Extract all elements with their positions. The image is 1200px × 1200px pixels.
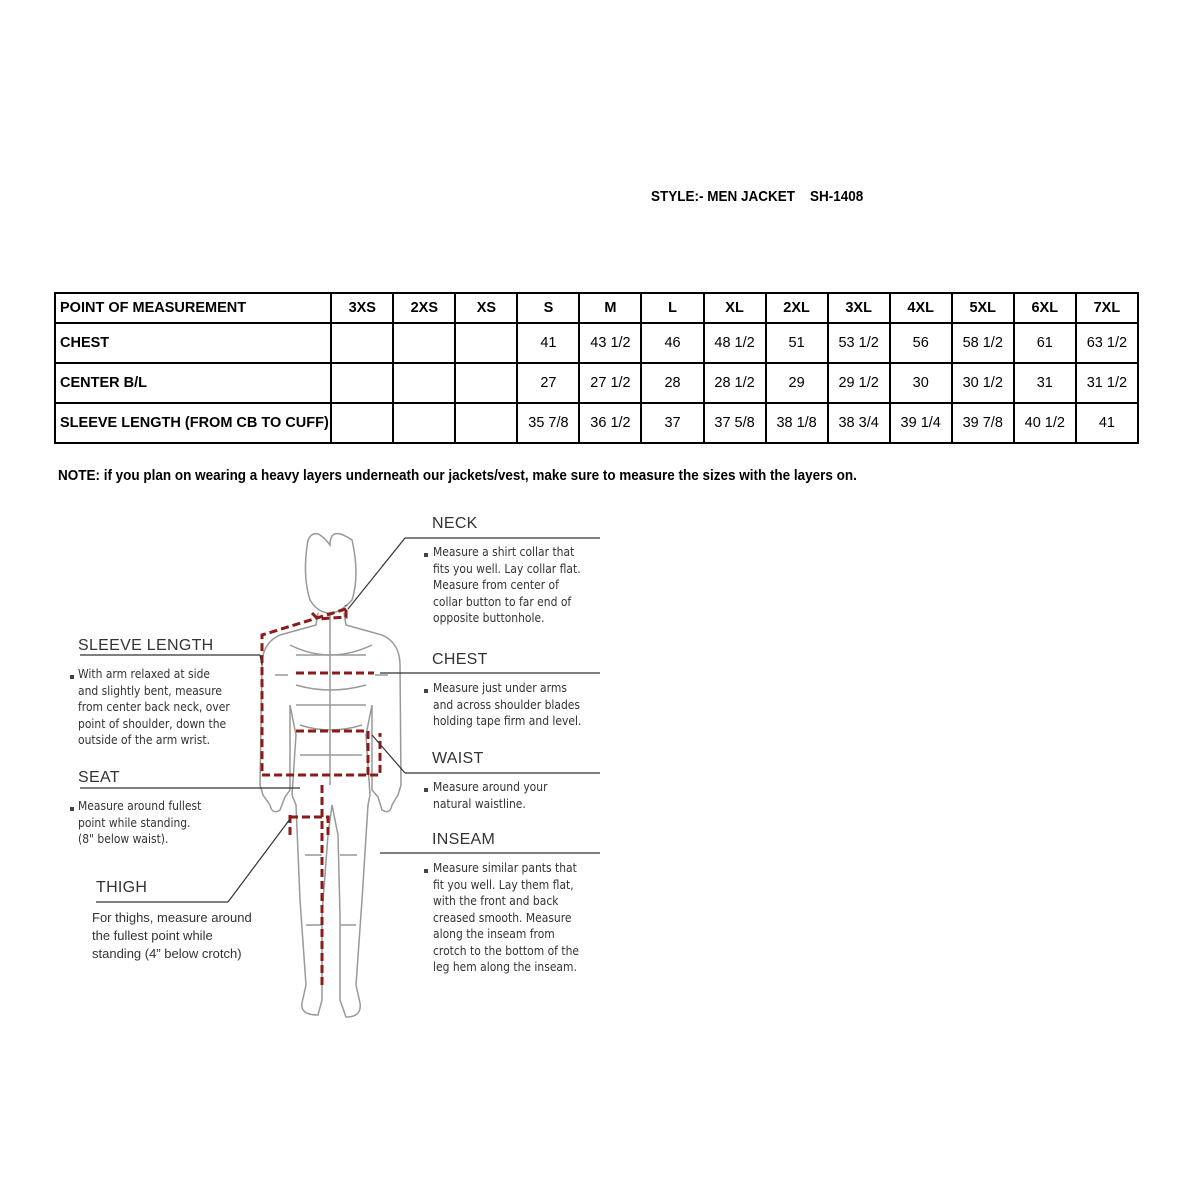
table-cell xyxy=(393,323,455,363)
table-cell xyxy=(331,403,393,443)
table-cell: 37 5/8 xyxy=(704,403,766,443)
row-label: CENTER B/L xyxy=(55,363,331,403)
waist-description: Measure around your natural waistline. xyxy=(433,779,548,811)
header-size-5xl: 5XL xyxy=(952,293,1014,323)
measurement-guide xyxy=(0,505,620,1045)
table-cell: 38 3/4 xyxy=(828,403,890,443)
table-cell: 48 1/2 xyxy=(704,323,766,363)
table-cell: 40 1/2 xyxy=(1014,403,1076,443)
row-label: CHEST xyxy=(55,323,331,363)
table-cell: 28 1/2 xyxy=(704,363,766,403)
table-cell: 30 xyxy=(890,363,952,403)
header-size-s: S xyxy=(517,293,579,323)
seat-description: Measure around fullest point while standing. (8" below waist). xyxy=(78,798,202,846)
table-cell: 28 xyxy=(641,363,703,403)
bullet-icon xyxy=(424,869,428,873)
table-cell: 38 1/8 xyxy=(766,403,828,443)
table-cell: 35 7/8 xyxy=(517,403,579,443)
header-size-m: M xyxy=(579,293,641,323)
table-cell: 56 xyxy=(890,323,952,363)
table-cell: 37 xyxy=(641,403,703,443)
bullet-icon xyxy=(424,689,428,693)
inseam-label: INSEAM xyxy=(432,831,496,848)
table-cell: 53 1/2 xyxy=(828,323,890,363)
table-cell: 27 1/2 xyxy=(579,363,641,403)
bullet-icon xyxy=(424,553,428,557)
measurement-lines xyxy=(262,605,380,985)
table-cell: 39 1/4 xyxy=(890,403,952,443)
header-size-2xl: 2XL xyxy=(766,293,828,323)
size-chart-table xyxy=(54,292,1139,444)
table-row xyxy=(55,403,1138,443)
table-cell: 27 xyxy=(517,363,579,403)
table-row xyxy=(55,323,1138,363)
table-cell: 29 xyxy=(766,363,828,403)
header-point-of-measurement: POINT OF MEASUREMENT xyxy=(55,293,331,323)
header-size-4xl: 4XL xyxy=(890,293,952,323)
table-header-row xyxy=(55,293,1138,323)
sleeve-length-description: With arm relaxed at side and slightly bent, measure from center back neck, over point of shoulder, down the outside of the arm wrist. xyxy=(78,666,230,747)
table-cell: 46 xyxy=(641,323,703,363)
table-row xyxy=(55,363,1138,403)
table-cell xyxy=(455,403,517,443)
header-size-7xl: 7XL xyxy=(1076,293,1138,323)
table-cell xyxy=(393,363,455,403)
table-cell xyxy=(331,363,393,403)
table-cell: 41 xyxy=(517,323,579,363)
table-cell: 41 xyxy=(1076,403,1138,443)
bullet-icon xyxy=(424,788,428,792)
bullet-icon xyxy=(70,675,74,679)
row-label: SLEEVE LENGTH (FROM CB TO CUFF) xyxy=(55,403,331,443)
seat-label: SEAT xyxy=(78,769,120,786)
table-cell: 43 1/2 xyxy=(579,323,641,363)
table-cell: 30 1/2 xyxy=(952,363,1014,403)
bullet-icon xyxy=(70,807,74,811)
table-cell: 36 1/2 xyxy=(579,403,641,443)
layering-note: NOTE: if you plan on wearing a heavy layers underneath our jackets/vest, make sure to measure the sizes with the layers on. xyxy=(58,468,857,484)
table-cell: 31 xyxy=(1014,363,1076,403)
neck-description: Measure a shirt collar that fits you well. Lay collar flat. Measure from center of collar button to far end of opposite buttonhole. xyxy=(433,544,581,625)
waist-label: WAIST xyxy=(432,750,484,767)
header-size-xs: XS xyxy=(455,293,517,323)
style-title: STYLE:- MEN JACKET SH-1408 xyxy=(651,188,864,205)
table-cell: 39 7/8 xyxy=(952,403,1014,443)
header-size-xl: XL xyxy=(704,293,766,323)
table-cell xyxy=(455,363,517,403)
header-size-3xl: 3XL xyxy=(828,293,890,323)
thigh-description: For thighs, measure around the fullest point while standing (4” below crotch) xyxy=(92,910,252,961)
thigh-label: THIGH xyxy=(96,879,148,896)
table-cell xyxy=(393,403,455,443)
table-cell: 58 1/2 xyxy=(952,323,1014,363)
header-size-l: L xyxy=(641,293,703,323)
neck-label: NECK xyxy=(432,515,478,532)
table-cell: 63 1/2 xyxy=(1076,323,1138,363)
table-cell: 61 xyxy=(1014,323,1076,363)
header-size-6xl: 6XL xyxy=(1014,293,1076,323)
header-size-3xs: 3XS xyxy=(331,293,393,323)
table-cell: 31 1/2 xyxy=(1076,363,1138,403)
chest-description: Measure just under arms and across shoulder blades holding tape firm and level. xyxy=(433,680,582,728)
table-cell xyxy=(455,323,517,363)
sleeve-length-label: SLEEVE LENGTH xyxy=(78,637,214,654)
header-size-2xs: 2XS xyxy=(393,293,455,323)
table-cell: 29 1/2 xyxy=(828,363,890,403)
table-cell: 51 xyxy=(766,323,828,363)
table-cell xyxy=(331,323,393,363)
inseam-description: Measure similar pants that fit you well. Lay them flat, with the front and back creased smooth. Measure along the inseam from crotch to the bottom of the leg hem along the inseam. xyxy=(433,860,580,974)
chest-label: CHEST xyxy=(432,651,488,668)
table-body xyxy=(55,323,1138,443)
